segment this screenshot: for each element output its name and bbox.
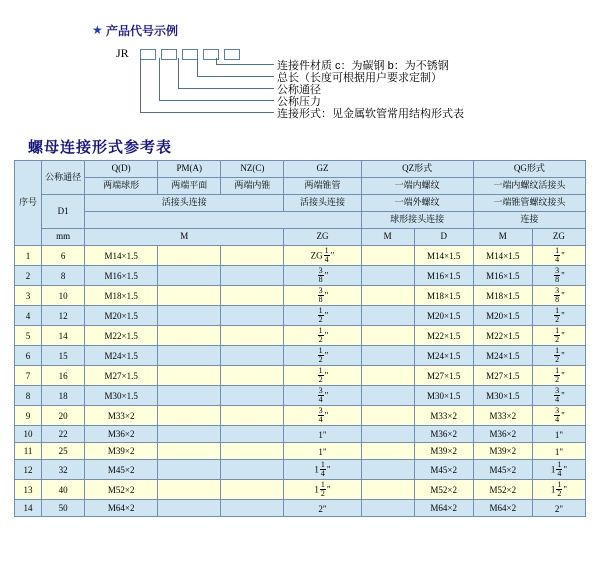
cell-pm: [158, 286, 221, 306]
cell-qz-m: [361, 386, 414, 406]
header-seq: 序号: [15, 161, 42, 246]
cell-dn: 32: [42, 460, 85, 480]
cell-seq: 12: [15, 460, 42, 480]
code-box-5: [224, 49, 240, 60]
cell-qz-d: M45×2: [414, 460, 473, 480]
header-row-code: [15, 161, 586, 178]
cell-qg-zg: $\frac{3}{8}$ ": [532, 266, 585, 286]
cell-qg-zg: $\frac{3}{4}$ ": [532, 406, 585, 426]
header-row-join: [15, 195, 586, 212]
code-prefix: JR: [116, 46, 129, 60]
cell-dn: 15: [42, 346, 85, 366]
cell-qd: M20×1.5: [85, 306, 158, 326]
cell-seq: 2: [15, 266, 42, 286]
table-row: [15, 443, 586, 460]
header-join-gz: 活接头连接: [284, 195, 361, 212]
leader-hline-3: [178, 88, 274, 89]
cell-dn: 10: [42, 286, 85, 306]
cell-seq: 13: [15, 480, 42, 500]
cell-seq: 11: [15, 443, 42, 460]
cell-gz: $\frac{1}{2}$ ": [284, 346, 361, 366]
header-sub-zg: ZG: [284, 229, 361, 246]
header-type-gz: 两端锥管: [284, 178, 361, 195]
cell-qz-d: M18×1.5: [414, 286, 473, 306]
cell-pm: [158, 346, 221, 366]
cell-seq: 3: [15, 286, 42, 306]
cell-nz: [221, 366, 284, 386]
cell-gz: 1 $\frac{1}{2}$ ": [284, 480, 361, 500]
table-row: [15, 246, 586, 266]
header-row-join2: [15, 212, 586, 229]
cell-gz: $\frac{1}{2}$ ": [284, 366, 361, 386]
cell-gz: 2": [284, 500, 361, 517]
cell-pm: [158, 460, 221, 480]
cell-dn: 16: [42, 366, 85, 386]
cell-dn: 18: [42, 386, 85, 406]
cell-pm: [158, 480, 221, 500]
cell-qd: M64×2: [85, 500, 158, 517]
cell-qg-zg: $\frac{3}{8}$ ": [532, 286, 585, 306]
page-title: 螺母连接形式参考表: [28, 139, 173, 156]
cell-pm: [158, 326, 221, 346]
cell-qg-m: M30×1.5: [473, 386, 532, 406]
table-row: [15, 406, 586, 426]
cell-qz-m: [361, 426, 414, 443]
cell-qz-m: [361, 406, 414, 426]
cell-dn: 12: [42, 306, 85, 326]
legend-desc-2: 总长（长度可根据用户要求定制）: [277, 72, 442, 84]
table-row: [15, 366, 586, 386]
cell-nz: [221, 346, 284, 366]
header-type-qd: 两端球形: [85, 178, 158, 195]
header-sub-qg-zg: ZG: [532, 229, 585, 246]
cell-qd: M36×2: [85, 426, 158, 443]
cell-qg-zg: $\frac{1}{2}$ ": [532, 366, 585, 386]
cell-pm: [158, 406, 221, 426]
cell-qz-m: [361, 286, 414, 306]
cell-qz-m: [361, 480, 414, 500]
header-row-units: [15, 229, 586, 246]
cell-qg-m: M24×1.5: [473, 346, 532, 366]
header-join-qd: 活接头连接: [85, 195, 284, 212]
cell-qz-d: M22×1.5: [414, 326, 473, 346]
cell-nz: [221, 426, 284, 443]
table-head: [15, 161, 586, 246]
header-type-pm: 两端平面: [158, 178, 221, 195]
cell-seq: 4: [15, 306, 42, 326]
table-row: [15, 306, 586, 326]
cell-qz-m: [361, 246, 414, 266]
cell-qg-m: M33×2: [473, 406, 532, 426]
table-row: [15, 266, 586, 286]
cell-nz: [221, 306, 284, 326]
cell-qz-m: [361, 366, 414, 386]
cell-gz: $\frac{3}{4}$ ": [284, 386, 361, 406]
cell-gz: 1": [284, 443, 361, 460]
code-box-3: [182, 49, 198, 60]
header-type-qg-b: 一端锥管螺纹接头: [473, 195, 585, 212]
leader-hline-1: [140, 112, 274, 113]
cell-dn: 8: [42, 266, 85, 286]
cell-nz: [221, 500, 284, 517]
leader-hline-5: [216, 64, 274, 65]
cell-qz-m: [361, 460, 414, 480]
table-row: [15, 480, 586, 500]
cell-qg-zg: 2": [532, 500, 585, 517]
cell-qd: M24×1.5: [85, 346, 158, 366]
cell-qd: M14×1.5: [85, 246, 158, 266]
cell-qg-m: M64×2: [473, 500, 532, 517]
cell-seq: 8: [15, 386, 42, 406]
code-boxes: [140, 49, 240, 60]
legend-title: 产品代号示例: [106, 24, 179, 38]
table-body: [15, 246, 586, 517]
cell-seq: 9: [15, 406, 42, 426]
cell-qg-m: M45×2: [473, 460, 532, 480]
cell-qz-m: [361, 266, 414, 286]
leader-hline-4: [197, 76, 274, 77]
cell-seq: 7: [15, 366, 42, 386]
cell-dn: 14: [42, 326, 85, 346]
header-type-qg-a: 一端内螺纹活接头: [473, 178, 585, 195]
header-code-qg: QG形式: [473, 161, 585, 178]
cell-qd: M39×2: [85, 443, 158, 460]
header-code-nz: NZ(C): [221, 161, 284, 178]
header-type-nz: 两端内锥: [221, 178, 284, 195]
cell-qg-zg: $\frac{1}{2}$ ": [532, 306, 585, 326]
cell-seq: 10: [15, 426, 42, 443]
cell-qg-m: M20×1.5: [473, 306, 532, 326]
cell-qg-zg: 1": [532, 443, 585, 460]
cell-gz: $\frac{3}{4}$ ": [284, 406, 361, 426]
header-code-gz: GZ: [284, 161, 361, 178]
product-code-legend: [0, 8, 600, 126]
nut-connection-table: [14, 160, 586, 517]
cell-pm: [158, 366, 221, 386]
code-box-2: [161, 49, 177, 60]
leader-hline-2: [159, 100, 274, 101]
header-dn: 公称通径: [42, 161, 85, 195]
header-sub-qz-m: M: [361, 229, 414, 246]
cell-nz: [221, 326, 284, 346]
cell-pm: [158, 426, 221, 443]
legend-desc-4: 公称压力: [277, 96, 321, 108]
cell-qd: M45×2: [85, 460, 158, 480]
cell-seq: 6: [15, 346, 42, 366]
cell-seq: 1: [15, 246, 42, 266]
cell-qz-m: [361, 306, 414, 326]
cell-gz: $\frac{3}{8}$ ": [284, 286, 361, 306]
legend-desc-3: 公称通径: [277, 84, 321, 96]
cell-qz-d: M36×2: [414, 426, 473, 443]
cell-qg-m: M14×1.5: [473, 246, 532, 266]
cell-qg-m: M36×2: [473, 426, 532, 443]
cell-dn: 20: [42, 406, 85, 426]
cell-pm: [158, 246, 221, 266]
cell-dn: 22: [42, 426, 85, 443]
table-row: [15, 286, 586, 306]
cell-gz: ZG $\frac{1}{4}$ ": [284, 246, 361, 266]
cell-nz: [221, 406, 284, 426]
cell-qz-m: [361, 346, 414, 366]
cell-pm: [158, 500, 221, 517]
header-sub-m: M: [85, 229, 284, 246]
header-join-qg: 连接: [473, 212, 585, 229]
cell-pm: [158, 306, 221, 326]
cell-qg-zg: $\frac{1}{4}$ ": [532, 246, 585, 266]
leader-vline-3: [178, 58, 179, 88]
cell-pm: [158, 386, 221, 406]
cell-qz-m: [361, 326, 414, 346]
header-code-pm: PM(A): [158, 161, 221, 178]
table-row: [15, 500, 586, 517]
cell-gz: $\frac{3}{8}$ ": [284, 266, 361, 286]
leader-vline-4: [197, 58, 198, 76]
cell-pm: [158, 266, 221, 286]
cell-nz: [221, 266, 284, 286]
legend-desc-5: 连接形式：见金属软管常用结构形式表: [277, 108, 464, 120]
cell-qg-m: M39×2: [473, 443, 532, 460]
cell-qz-m: [361, 443, 414, 460]
cell-qd: M27×1.5: [85, 366, 158, 386]
header-sub-qz-d: D: [414, 229, 473, 246]
cell-qg-m: M27×1.5: [473, 366, 532, 386]
table-row: [15, 346, 586, 366]
table-row: [15, 386, 586, 406]
cell-qg-zg: $\frac{1}{2}$ ": [532, 346, 585, 366]
cell-qz-d: M27×1.5: [414, 366, 473, 386]
star-icon: ★: [92, 23, 103, 37]
nut-connection-table-wrap: [14, 160, 586, 517]
cell-qg-zg: $\frac{1}{2}$ ": [532, 326, 585, 346]
cell-qz-d: M14×1.5: [414, 246, 473, 266]
cell-qg-zg: $\frac{3}{4}$ ": [532, 386, 585, 406]
cell-pm: [158, 443, 221, 460]
cell-nz: [221, 443, 284, 460]
table-row: [15, 426, 586, 443]
cell-qg-zg: 1": [532, 426, 585, 443]
header-d1: D1: [42, 195, 85, 229]
header-join-blank: [85, 212, 361, 229]
cell-qz-d: M33×2: [414, 406, 473, 426]
cell-qz-d: M20×1.5: [414, 306, 473, 326]
cell-gz: $\frac{1}{2}$ ": [284, 326, 361, 346]
cell-qz-d: M30×1.5: [414, 386, 473, 406]
cell-dn: 25: [42, 443, 85, 460]
cell-seq: 14: [15, 500, 42, 517]
cell-qz-m: [361, 500, 414, 517]
cell-dn: 40: [42, 480, 85, 500]
header-unit-mm: mm: [42, 229, 85, 246]
cell-qd: M52×2: [85, 480, 158, 500]
header-row-type: [15, 178, 586, 195]
cell-gz: 1 $\frac{1}{4}$ ": [284, 460, 361, 480]
cell-qg-m: M16×1.5: [473, 266, 532, 286]
cell-dn: 50: [42, 500, 85, 517]
cell-qz-d: M52×2: [414, 480, 473, 500]
leader-vline-2: [159, 58, 160, 100]
leader-vline-1: [140, 58, 141, 112]
cell-qg-m: M52×2: [473, 480, 532, 500]
legend-desc-1: 连接件材质 c：为碳钢 b：为不锈钢: [277, 60, 449, 72]
cell-nz: [221, 460, 284, 480]
cell-qg-m: M18×1.5: [473, 286, 532, 306]
cell-gz: $\frac{1}{2}$ ": [284, 306, 361, 326]
cell-seq: 5: [15, 326, 42, 346]
cell-qd: M22×1.5: [85, 326, 158, 346]
cell-qz-d: M64×2: [414, 500, 473, 517]
cell-gz: 1": [284, 426, 361, 443]
header-type-qz-b: 一端外螺纹: [361, 195, 473, 212]
cell-qg-zg: 1 $\frac{1}{2}$ ": [532, 480, 585, 500]
header-code-qd: Q(D): [85, 161, 158, 178]
header-sub-qg-m: M: [473, 229, 532, 246]
cell-qd: M18×1.5: [85, 286, 158, 306]
cell-qg-m: M22×1.5: [473, 326, 532, 346]
header-type-qz-a: 一端内螺纹: [361, 178, 473, 195]
cell-qz-d: M24×1.5: [414, 346, 473, 366]
cell-qd: M33×2: [85, 406, 158, 426]
cell-nz: [221, 286, 284, 306]
header-code-qz: QZ形式: [361, 161, 473, 178]
code-box-1: [140, 49, 156, 60]
cell-qd: M30×1.5: [85, 386, 158, 406]
table-row: [15, 460, 586, 480]
cell-qz-d: M16×1.5: [414, 266, 473, 286]
cell-nz: [221, 386, 284, 406]
header-join-qz: 球形接头连接: [361, 212, 473, 229]
cell-qg-zg: 1 $\frac{1}{4}$ ": [532, 460, 585, 480]
cell-dn: 6: [42, 246, 85, 266]
cell-nz: [221, 480, 284, 500]
table-row: [15, 326, 586, 346]
cell-qd: M16×1.5: [85, 266, 158, 286]
cell-nz: [221, 246, 284, 266]
cell-qz-d: M39×2: [414, 443, 473, 460]
